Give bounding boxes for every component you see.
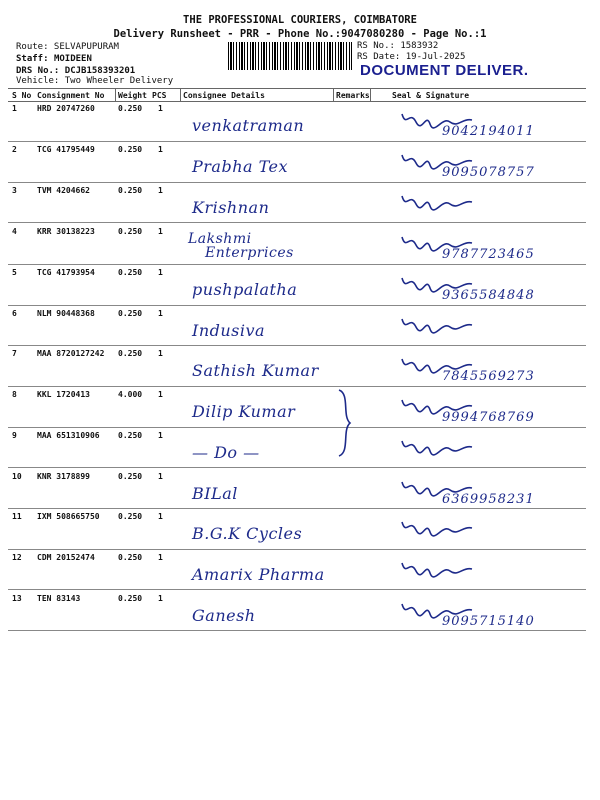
row-phone: 9994768769: [442, 410, 535, 425]
signature-scribble: [400, 516, 480, 542]
row-consignment-no: TCG 41795449: [37, 145, 95, 154]
drs-label: DRS No.:: [16, 66, 60, 76]
row-sno: 1: [12, 104, 17, 113]
runsheet-subtitle: Delivery Runsheet - PRR - Phone No.:9047080280 - Page No.:1: [113, 28, 487, 40]
row-weight: 0.250: [118, 309, 143, 318]
row-consignment-no: KNR 3178899: [37, 472, 90, 481]
row-consignee: Lakshmi: [188, 231, 252, 247]
row-sno: 10: [12, 472, 22, 481]
row-phone: 9787723465: [442, 247, 535, 262]
row-sno: 13: [12, 594, 22, 603]
vehicle: Vehicle: Two Wheeler Delivery: [16, 76, 174, 86]
row-phone: 9095715140: [442, 614, 535, 629]
row-pcs: 1: [158, 594, 163, 603]
row-pcs: 1: [158, 145, 163, 154]
row-sno: 11: [12, 512, 22, 521]
row-phone: 6369958231: [442, 492, 535, 507]
row-weight: 0.250: [118, 553, 143, 562]
row-consignment-no: MAA 651310906: [37, 431, 100, 440]
row-weight: 4.000: [118, 390, 143, 399]
row-sno: 7: [12, 349, 17, 358]
col-divider: [370, 88, 371, 102]
row-consignee: Enterprices: [205, 245, 294, 261]
row-consignment-no: CDM 20152474: [37, 553, 95, 562]
rs-date: RS Date: 19-Jul-2025: [357, 52, 466, 62]
row-pcs: 1: [158, 390, 163, 399]
table-top-rule: [8, 88, 586, 89]
row-pcs: 1: [158, 512, 163, 521]
row-weight: 0.250: [118, 512, 143, 521]
row-rule: [8, 427, 586, 428]
col-header-weight: Weight: [118, 91, 147, 100]
row-sno: 4: [12, 227, 17, 236]
row-consignee: B.G.K Cycles: [192, 524, 303, 543]
row-consignee: Krishnan: [192, 198, 270, 217]
col-header-pcs: PCS: [152, 91, 167, 100]
row-sno: 8: [12, 390, 17, 399]
col-header-seal: Seal & Signature: [392, 91, 470, 100]
row-consignee: BILal: [192, 484, 238, 503]
row-rule: [8, 182, 586, 183]
row-pcs: 1: [158, 104, 163, 113]
signature-scribble: [400, 435, 480, 461]
row-rule: [8, 222, 586, 223]
row-phone: 7845569273: [442, 369, 535, 384]
row-consignee: Sathish Kumar: [192, 361, 319, 380]
row-sno: 12: [12, 553, 22, 562]
row-consignee: Amarix Pharma: [192, 565, 325, 584]
row-consignment-no: IXM 508665750: [37, 512, 100, 521]
row-rule: [8, 467, 586, 468]
row-phone: 9042194011: [442, 124, 535, 139]
row-weight: 0.250: [118, 104, 143, 113]
row-consignee: pushpalatha: [192, 280, 298, 299]
row-consignment-no: KRR 30138223: [37, 227, 95, 236]
table-header-rule: [8, 101, 586, 102]
row-sno: 6: [12, 309, 17, 318]
row-phone: 9365584848: [442, 288, 535, 303]
row-consignment-no: HRD 20747260: [37, 104, 95, 113]
col-divider: [180, 88, 181, 102]
col-header-remarks: Remarks: [336, 91, 370, 100]
row-weight: 0.250: [118, 594, 143, 603]
row-rule: [8, 264, 586, 265]
col-divider: [115, 88, 116, 102]
row-rule: [8, 141, 586, 142]
row-consignment-no: TCG 41793954: [37, 268, 95, 277]
row-rule: [8, 589, 586, 590]
col-header-consignee: Consignee Details: [183, 91, 265, 100]
row-weight: 0.250: [118, 349, 143, 358]
drs-value: DCJB158393201: [64, 66, 136, 76]
staff: [16, 54, 92, 64]
row-consignee: Ganesh: [192, 606, 256, 625]
row-weight: 0.250: [118, 431, 143, 440]
row-consignee: Dilip Kumar: [192, 402, 296, 421]
row-weight: 0.250: [118, 227, 143, 236]
rs-number: RS No.: 1583932: [357, 41, 439, 51]
staff-label: Staff:: [16, 54, 49, 64]
row-rule: [8, 305, 586, 306]
row-rule: [8, 345, 586, 346]
row-phone: 9095078757: [442, 165, 535, 180]
brace-mark: [336, 388, 356, 458]
row-pcs: 1: [158, 268, 163, 277]
row-pcs: 1: [158, 309, 163, 318]
row-consignee: Prabha Tex: [192, 157, 289, 176]
drs-number: [16, 66, 135, 76]
row-pcs: 1: [158, 472, 163, 481]
signature-scribble: [400, 190, 480, 216]
row-consignee: — Do —: [192, 443, 260, 462]
row-weight: 0.250: [118, 186, 143, 195]
company-title: THE PROFESSIONAL COURIERS, COIMBATORE: [183, 14, 417, 26]
row-rule: [8, 549, 586, 550]
row-pcs: 1: [158, 186, 163, 195]
row-pcs: 1: [158, 349, 163, 358]
route: Route: SELVAPUPURAM: [16, 42, 119, 52]
row-sno: 3: [12, 186, 17, 195]
row-sno: 9: [12, 431, 17, 440]
document-delivered-stamp: DOCUMENT DELIVER.: [360, 62, 529, 79]
row-weight: 0.250: [118, 472, 143, 481]
row-pcs: 1: [158, 553, 163, 562]
row-weight: 0.250: [118, 268, 143, 277]
col-header-sno: S No: [12, 91, 32, 100]
row-consignment-no: MAA 8720127242: [37, 349, 105, 358]
row-rule: [8, 386, 586, 387]
row-sno: 5: [12, 268, 17, 277]
signature-scribble: [400, 313, 480, 339]
row-consignment-no: TEN 83143: [37, 594, 81, 603]
staff-value: MOIDEEN: [53, 54, 92, 64]
row-pcs: 1: [158, 431, 163, 440]
row-consignee: venkatraman: [192, 116, 305, 135]
row-consignment-no: TVM 4204662: [37, 186, 90, 195]
row-sno: 2: [12, 145, 17, 154]
row-consignee: Indusiva: [192, 321, 266, 340]
col-divider: [333, 88, 334, 102]
row-weight: 0.250: [118, 145, 143, 154]
row-consignment-no: KKL 1720413: [37, 390, 90, 399]
row-pcs: 1: [158, 227, 163, 236]
col-header-consignment: Consignment No: [37, 91, 105, 100]
barcode-image: [228, 42, 352, 70]
signature-scribble: [400, 557, 480, 583]
row-rule: [8, 630, 586, 631]
row-consignment-no: NLM 90448368: [37, 309, 95, 318]
row-rule: [8, 508, 586, 509]
